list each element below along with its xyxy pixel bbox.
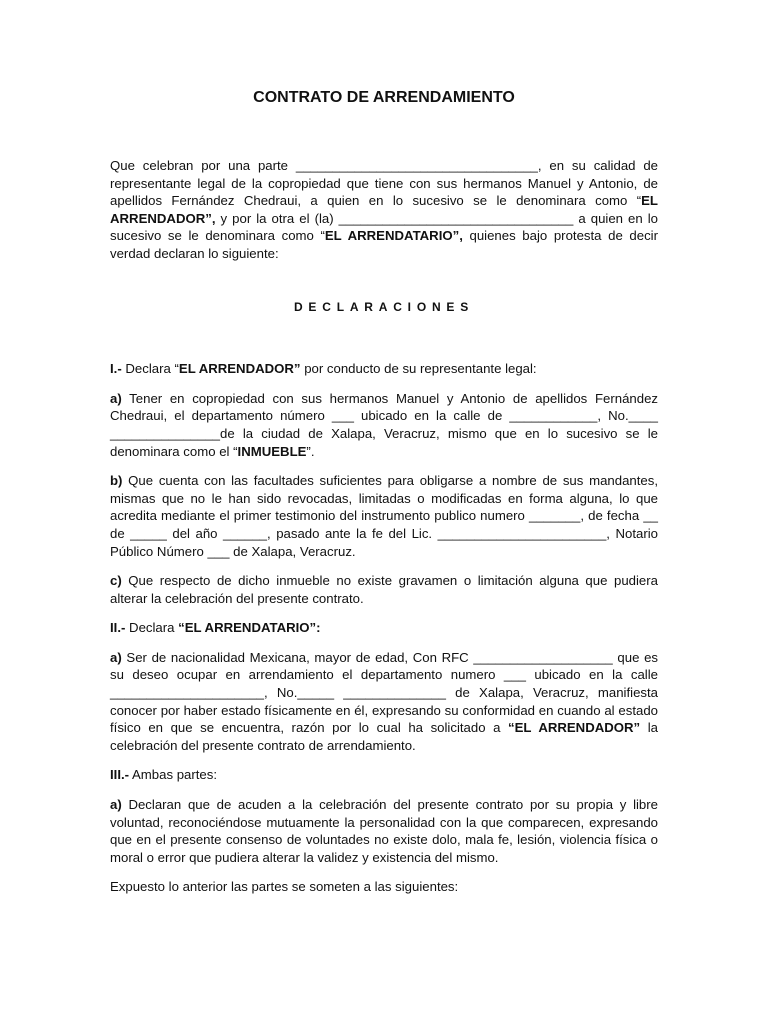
intro-text-2: y por la otra el (la) ________________________________ a quien en lo sucesivo se le denominara como “ [110, 210, 658, 244]
section-2-heading [110, 619, 658, 637]
item-1b-paragraph [110, 472, 658, 560]
section-2-text: Declara [125, 620, 179, 636]
section-2-bold: “EL ARRENDATARIO”: [178, 620, 321, 636]
item-2a-text-2: la celebración del presente contrato de arrendamiento. [110, 720, 658, 753]
section-3-heading [110, 766, 658, 784]
section-2-number: II.- [110, 620, 126, 636]
item-1b-text: Que cuenta con las facultades suficientes para obligarse a nombre de sus mandantes, mismas que no le han sido revocadas, limitadas o modificadas en forma alguna, lo que acredita mediante el primer testimonio del instrumento publico numero _______, de fecha __ de _____ del año ______, pasado ante la fe del Lic. _______________________, Notario Público Número ___ de Xalapa, Veracruz. [110, 473, 658, 559]
intro-bold-arrendatario: EL ARRENDATARIO”, [324, 228, 463, 244]
item-2a-letter: a) [110, 649, 122, 665]
item-2a-text-1: Ser de nacionalidad Mexicana, mayor de edad, Con RFC ___________________ que es su deseo ocupar en arrendamiento el departamento numero ___ ubicado en la calle _____________________, No._____ ______________ de Xalapa, Veracruz, manifiesta conocer por haber estado físicamente en él, expresando su conformidad en cuando al estado físico en que se encuentra, razón por lo cual ha solicitado a [110, 649, 658, 736]
item-1a-letter: a) [110, 390, 122, 406]
closing-paragraph: Expuesto lo anterior las partes se someten a las siguientes: [110, 879, 459, 895]
item-1a-text-1: Tener en copropiedad con sus hermanos Manuel y Antonio de apellidos Fernández Chedraui, el departamento número ___ ubicado en la calle de ____________, No.____ _______________de la ciudad de Xalapa, Veracruz, mismo que en lo sucesivo se le denominara como el “ [110, 390, 658, 459]
item-1b-letter: b) [110, 473, 123, 489]
item-1c-text: Que respecto de dicho inmueble no existe gravamen o limitación alguna que pudiera alterar la celebración del presente contrato. [110, 573, 658, 606]
item-3a-text: Declaran que de acuden a la celebración del presente contrato por su propia y libre voluntad, reconociéndose mutuamente la personalidad con la que comparecen, expresando que en el presente consenso de voluntades no existe dolo, mala fe, lesión, violencia física o moral o error que pudiera alterar la validez y existencia del mismo. [110, 797, 658, 865]
item-2a-paragraph [110, 649, 658, 755]
item-1a-text-2: ”. [306, 443, 315, 459]
item-2a-bold: “EL ARRENDADOR” [508, 720, 641, 736]
item-1a-paragraph [110, 390, 658, 460]
intro-bold-arrendador: EL ARRENDADOR”, [110, 193, 658, 226]
item-3a-paragraph [110, 796, 658, 866]
intro-text-3: quienes bajo protesta de decir verdad declaran lo siguiente: [110, 228, 658, 261]
section-1-bold: EL ARRENDADOR” [178, 361, 301, 377]
section-1-text-1: Declara “ [121, 361, 179, 377]
section-1-heading [110, 360, 658, 378]
section-1-number: I.- [110, 361, 122, 377]
intro-paragraph [110, 157, 658, 263]
section-3-text: Ambas partes: [129, 767, 218, 783]
document-title: CONTRATO DE ARRENDAMIENTO [253, 89, 515, 106]
section-1-text-2: por conducto de su representante legal: [300, 361, 537, 377]
item-1a-bold: INMUEBLE [237, 443, 307, 459]
item-1c-paragraph [110, 572, 658, 607]
intro-text-1: Que celebran por una parte _________________________________, en su calidad de representante legal de la copropiedad que tiene con sus hermanos Manuel y Antonio, de apellidos Fernández Chedraui, a quien en lo sucesivo se le denominara como “ [110, 158, 658, 209]
declaraciones-heading: DECLARACIONES [293, 299, 475, 314]
item-1c-letter: c) [110, 573, 122, 589]
item-3a-letter: a) [110, 797, 122, 813]
section-3-number: III.- [110, 767, 130, 783]
document-page [110, 80, 658, 896]
